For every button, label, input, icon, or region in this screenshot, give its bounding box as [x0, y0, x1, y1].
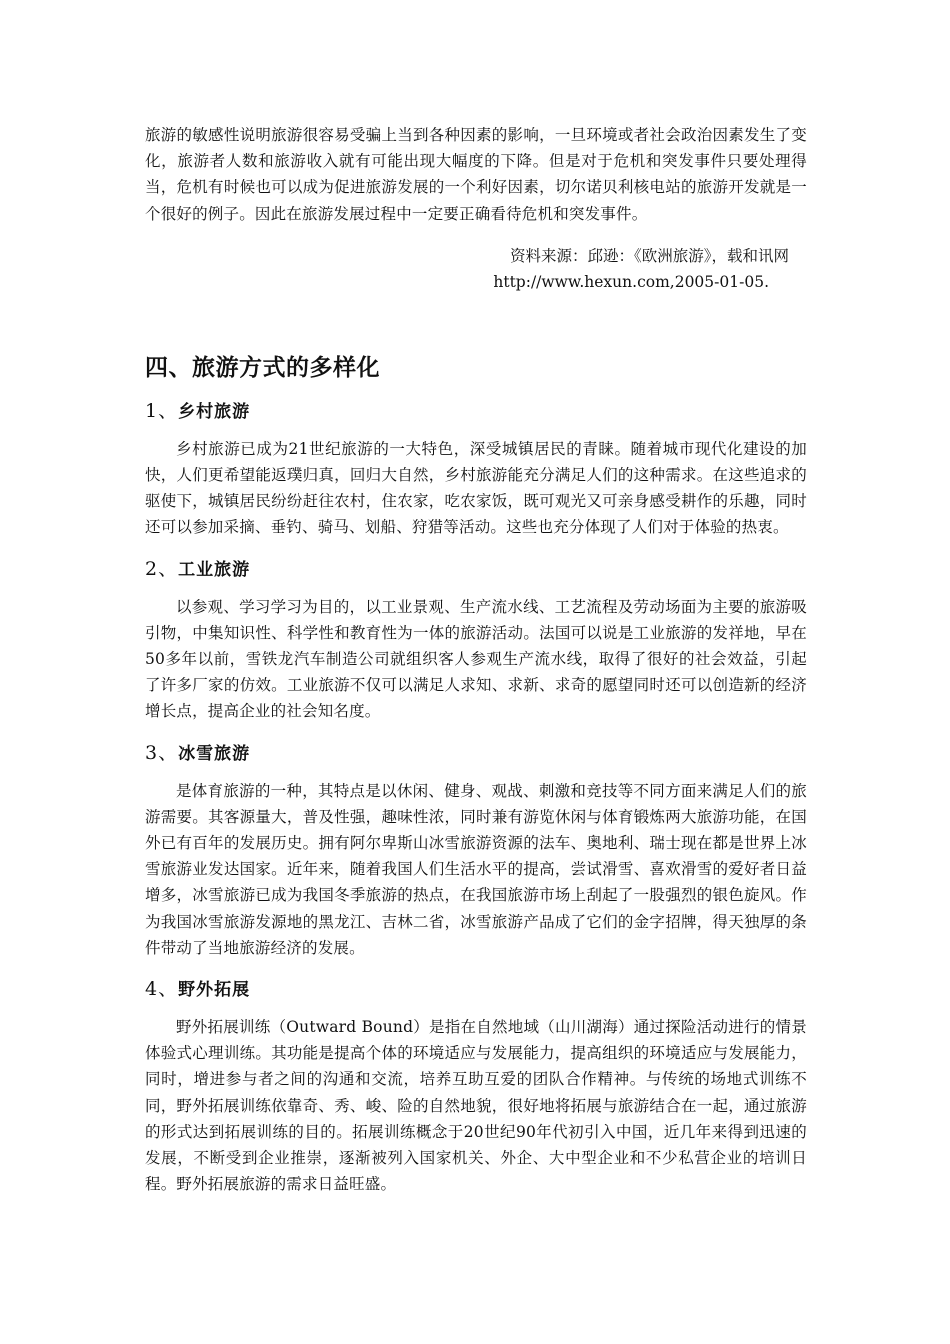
subsection-body-3: 是体育旅游的一种，其特点是以休闲、健身、观战、刺激和竞技等不同方面来满足人们的旅游需要。其客源量大，普及性强，趣味性浓，同时兼有游览休闲与体育锻炼两大旅游功能，在国外已有百年的发展历史。拥有阿尔卑斯山冰雪旅游资源的法车、奥地利、瑞士现在都是世界上冰雪旅游业发达国家。近年来，随着我国人们生活水平的提高，尝试滑雪、喜欢滑雪的爱好者日益增多，冰雪旅游已成为我国冬季旅游的热点，在我国旅游市场上刮起了一股强烈的银色旋风。作为我国冰雪旅游发源地的黑龙江、吉林二省，冰雪旅游产品成了它们的金字招牌，得天独厚的条件带动了当地旅游经济的发展。: [145, 781, 807, 957]
source-citation: [145, 243, 807, 295]
intro-paragraph: 旅游的敏感性说明旅游很容易受骗上当到各种因素的影响，一旦环境或者社会政治因素发生了变化，旅游者人数和旅游收入就有可能出现大幅度的下降。但是对于危机和突发事件只要处理得当，危机有时候也可以成为促进旅游发展的一个利好因素，切尔诺贝利核电站的旅游开发就是一个很好的例子。因此在旅游发展过程中一定要正确看待危机和突发事件。: [145, 126, 807, 223]
subsection-number: 4、: [145, 978, 179, 1001]
subsection-body-1: 乡村旅游已成为21世纪旅游的一大特色，深受城镇居民的青睐。随着城市现代化建设的加快，人们更希望能返璞归真，回归大自然，乡村旅游能充分满足人们的这种需求。在这些追求的驱使下，城镇居民纷纷赶往农村，住农家，吃农家饭，既可观光又可亲身感受耕作的乐趣，同时还可以参加采摘、垂钓、骑马、划船、狩猎等活动。这些也充分体现了人们对于体验的热衷。: [145, 439, 807, 537]
subsection-heading-3: [145, 739, 807, 768]
document-page: [145, 122, 807, 1197]
subsection-heading-1: [145, 397, 807, 426]
subsection-title: 野外拓展: [178, 980, 251, 1001]
subsection-heading-2: [145, 555, 807, 584]
source-line-1: 资料来源：邱逊：《欧洲旅游》，载和讯网: [509, 246, 789, 265]
source-line-2: http://www.hexun.com,2005-01-05.: [493, 272, 769, 291]
subsection-number: 2、: [145, 557, 179, 580]
subsection-title: 工业旅游: [178, 559, 251, 580]
subsection-number: 1、: [145, 399, 179, 422]
subsection-body-2: 以参观、学习学习为目的，以工业景观、生产流水线、工艺流程及劳动场面为主要的旅游吸引物，中集知识性、科学性和教育性为一体的旅游活动。法国可以说是工业旅游的发祥地，早在50多年以前，雪铁龙汽车制造公司就组织客人参观生产流水线，取得了很好的社会效益，引起了许多厂家的仿效。工业旅游不仅可以满足人求知、求新、求奇的愿望同时还可以创造新的经济增长点，提高企业的社会知名度。: [145, 597, 807, 721]
subsection-title: 冰雪旅游: [178, 743, 251, 764]
subsection-title: 乡村旅游: [178, 401, 251, 422]
subsection-body-4: 野外拓展训练（Outward Bound）是指在自然地域（山川湖海）通过探险活动进行的情景体验式心理训练。其功能是提高个体的环境适应与发展能力，提高组织的环境适应与发展能力，同时，增进参与者之间的沟通和交流，培养互助互爱的团队合作精神。与传统的场地式训练不同，野外拓展训练依靠奇、秀、峻、险的自然地貌，很好地将拓展与旅游结合在一起，通过旅游的形式达到拓展训练的目的。拓展训练概念于20世纪90年代初引入中国，近几年来得到迅速的发展，不断受到企业推崇，逐渐被列入国家机关、外企、大中型企业和不少私营企业的培训日程。野外拓展旅游的需求日益旺盛。: [145, 1018, 807, 1194]
subsection-number: 3、: [145, 741, 179, 764]
subsection-heading-4: [145, 975, 807, 1004]
section-title: 四、旅游方式的多样化: [145, 354, 380, 381]
